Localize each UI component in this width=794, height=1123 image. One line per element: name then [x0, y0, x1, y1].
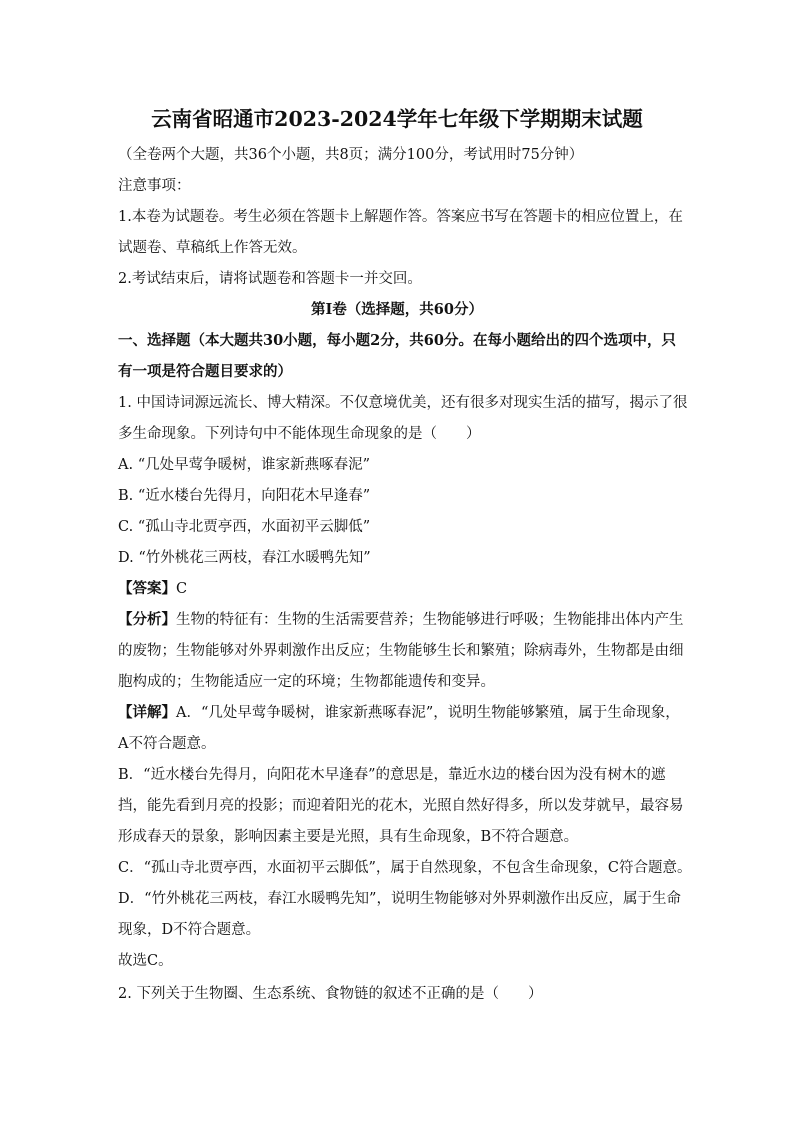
- answer-label: 【答案】: [118, 580, 176, 597]
- detail-text: 现象，D不符合题意。: [118, 922, 261, 938]
- analysis-text: 胞构成的；生物能适应一定的环境；生物都能遗传和变异。: [118, 674, 495, 690]
- option-c: C. “孤山寺北贾亭西，水面初平云脚低”: [118, 519, 371, 535]
- detail-text: A．“几处早莺争暖树，谁家新燕啄春泥”，说明生物能够繁殖，属于生命现象，: [176, 705, 680, 721]
- section1-heading: 有一项是符合题目要求的）: [118, 363, 292, 380]
- analysis-text: 生物的特征有：生物的生活需要营养；生物能够进行呼吸；生物能排出体内产生: [176, 612, 684, 628]
- detail-text: D．“竹外桃花三两枝，春江水暖鸭先知”，说明生物能够对外界刺激作出反应，属于生命: [118, 891, 681, 907]
- detail-text: 故选C。: [118, 953, 173, 969]
- note-line: 试题卷、草稿纸上作答无效。: [118, 240, 307, 256]
- answer-line: [118, 579, 678, 599]
- analysis-line: [118, 610, 684, 630]
- option-a: A. “几处早莺争暖树，谁家新燕啄春泥”: [118, 457, 371, 473]
- detail-label: 【详解】: [118, 704, 176, 721]
- detail-text: A不符合题意。: [118, 736, 216, 752]
- exam-info: （全卷两个大题，共36个小题，共8页；满分100分，考试用时75分钟）: [118, 147, 584, 163]
- question-stem: 多生命现象。下列诗句中不能体现生命现象的是（ ）: [118, 426, 481, 442]
- detail-text: 形成春天的景象，影响因素主要是光照，具有生命现象，B不符合题意。: [118, 829, 579, 845]
- note-line: 2.考试结束后，请将试题卷和答题卡一并交回。: [118, 271, 422, 287]
- notes-heading: 注意事项：: [118, 178, 191, 194]
- part1-heading: 第Ⅰ卷（选择题，共60分）: [311, 301, 483, 318]
- detail-text: 挡，能先看到月亮的投影；而迎着阳光的花木，光照自然好得多，所以发芽就早，最容易: [118, 798, 684, 814]
- option-d: D. “竹外桃花三两枝，春江水暖鸭先知”: [118, 550, 371, 566]
- analysis-text: 的废物；生物能够对外界刺激作出反应；生物能够生长和繁殖；除病毒外，生物都是由细: [118, 643, 684, 659]
- detail-text: B．“近水楼台先得月，向阳花木早逢春”的意思是，靠近水边的楼台因为没有树木的遮: [118, 767, 666, 783]
- question-stem: 1. 中国诗词源远流长、博大精深。不仅意境优美，还有很多对现实生活的描写，揭示了很: [118, 395, 688, 411]
- detail-line: [118, 703, 678, 723]
- section1-heading: 一、选择题（本大题共30小题，每小题2分，共60分。在每小题给出的四个选项中，只: [118, 332, 676, 349]
- answer-value: C: [176, 581, 188, 597]
- question-stem: 2. 下列关于生物圈、生态系统、食物链的叙述不正确的是（ ）: [118, 986, 543, 1002]
- page-title: 云南省昭通市2023-2024学年七年级下学期期末试题: [151, 107, 643, 131]
- detail-text: C．“孤山寺北贾亭西，水面初平云脚低”，属于自然现象，不包含生命现象，C符合题意。: [118, 860, 692, 876]
- note-line: 1.本卷为试题卷。考生必须在答题卡上解题作答。答案应书写在答题卡的相应位置上，在: [118, 209, 683, 225]
- option-b: B. “近水楼台先得月，向阳花木早逢春”: [118, 488, 371, 504]
- analysis-label: 【分析】: [118, 611, 176, 628]
